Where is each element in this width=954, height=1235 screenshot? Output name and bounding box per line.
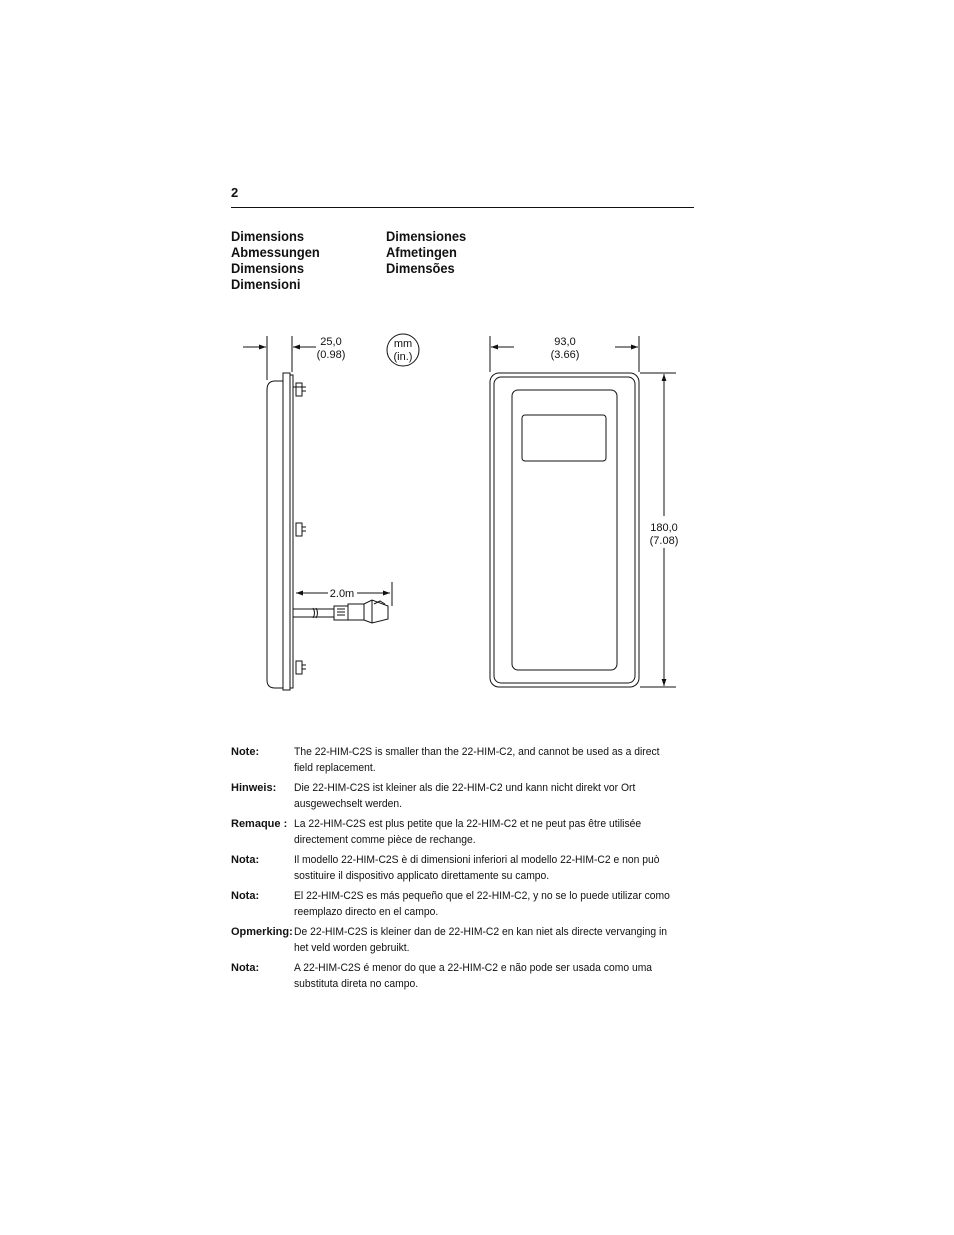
width-mm-label: 93,0 [554, 336, 576, 348]
note-text: La 22-HIM-C2S est plus petite que la 22-HIM-C2 et ne peut pas être utilisée directement comme pièce de rechange. [294, 818, 642, 846]
cable-length-label: 2.0m [329, 588, 355, 600]
note-text: The 22-HIM-C2S is smaller than the 22-HIM-C2, and cannot be used as a direct field replacement. [294, 746, 660, 774]
display-window [522, 415, 606, 461]
note-item [231, 853, 701, 884]
dimension-drawing [220, 320, 700, 700]
note-item [231, 925, 701, 956]
section-titles-right [386, 228, 466, 276]
page-number: 2 [231, 185, 239, 200]
note-item [231, 889, 701, 920]
depth-mm-label: 25,0 [320, 336, 342, 348]
note-label: Nota: [231, 962, 260, 974]
section-title: Dimensioni [231, 276, 301, 292]
note-item [231, 817, 701, 848]
section-title: Abmessungen [231, 244, 320, 260]
section-title: Dimensiones [386, 228, 467, 244]
depth-in-label: (0.98) [316, 349, 346, 361]
note-label: Opmerking: [231, 926, 293, 938]
note-text: Die 22-HIM-C2S ist kleiner als die 22-HIM-C2 und kann nicht direkt vor Ort ausgewechselt werden. [294, 782, 636, 810]
notes-list [231, 745, 701, 997]
unit-mm-label: mm [393, 338, 413, 350]
screw-icon [296, 523, 306, 536]
note-text: De 22-HIM-C2S is kleiner dan de 22-HIM-C2 en kan niet als directe vervanging in het veld worden gebruikt. [294, 926, 667, 954]
screw-icon [293, 383, 306, 396]
section-title: Afmetingen [386, 244, 457, 260]
note-label: Remaque : [231, 818, 288, 830]
height-in-label: (7.08) [649, 535, 679, 547]
section-title: Dimensões [386, 260, 455, 276]
side-view [243, 336, 392, 690]
note-label: Note: [231, 746, 260, 758]
note-text: Il modello 22-HIM-C2S è di dimensioni inferiori al modello 22-HIM-C2 e non può sostituire il dispositivo applicato direttamente su campo. [294, 854, 660, 882]
note-item [231, 745, 701, 776]
note-label: Hinweis: [231, 782, 277, 794]
cable-icon [293, 600, 388, 623]
note-label: Nota: [231, 854, 260, 866]
note-label: Nota: [231, 890, 260, 902]
height-mm-label: 180,0 [650, 522, 678, 534]
section-title: Dimensions [231, 260, 305, 276]
width-in-label: (3.66) [550, 349, 580, 361]
note-item [231, 961, 701, 992]
header-rule [231, 207, 694, 208]
section-title: Dimensions [231, 228, 305, 244]
unit-in-label: (in.) [393, 351, 413, 363]
note-text: El 22-HIM-C2S es más pequeño que el 22-HIM-C2, y no se lo puede utilizar como reemplazo directo en el campo. [294, 890, 670, 918]
note-item [231, 781, 701, 812]
note-text: A 22-HIM-C2S é menor do que a 22-HIM-C2 e não pode ser usada como uma substituta direta no campo. [294, 962, 653, 990]
section-titles-left [231, 228, 320, 292]
screw-icon [296, 661, 306, 674]
front-view [490, 336, 676, 687]
